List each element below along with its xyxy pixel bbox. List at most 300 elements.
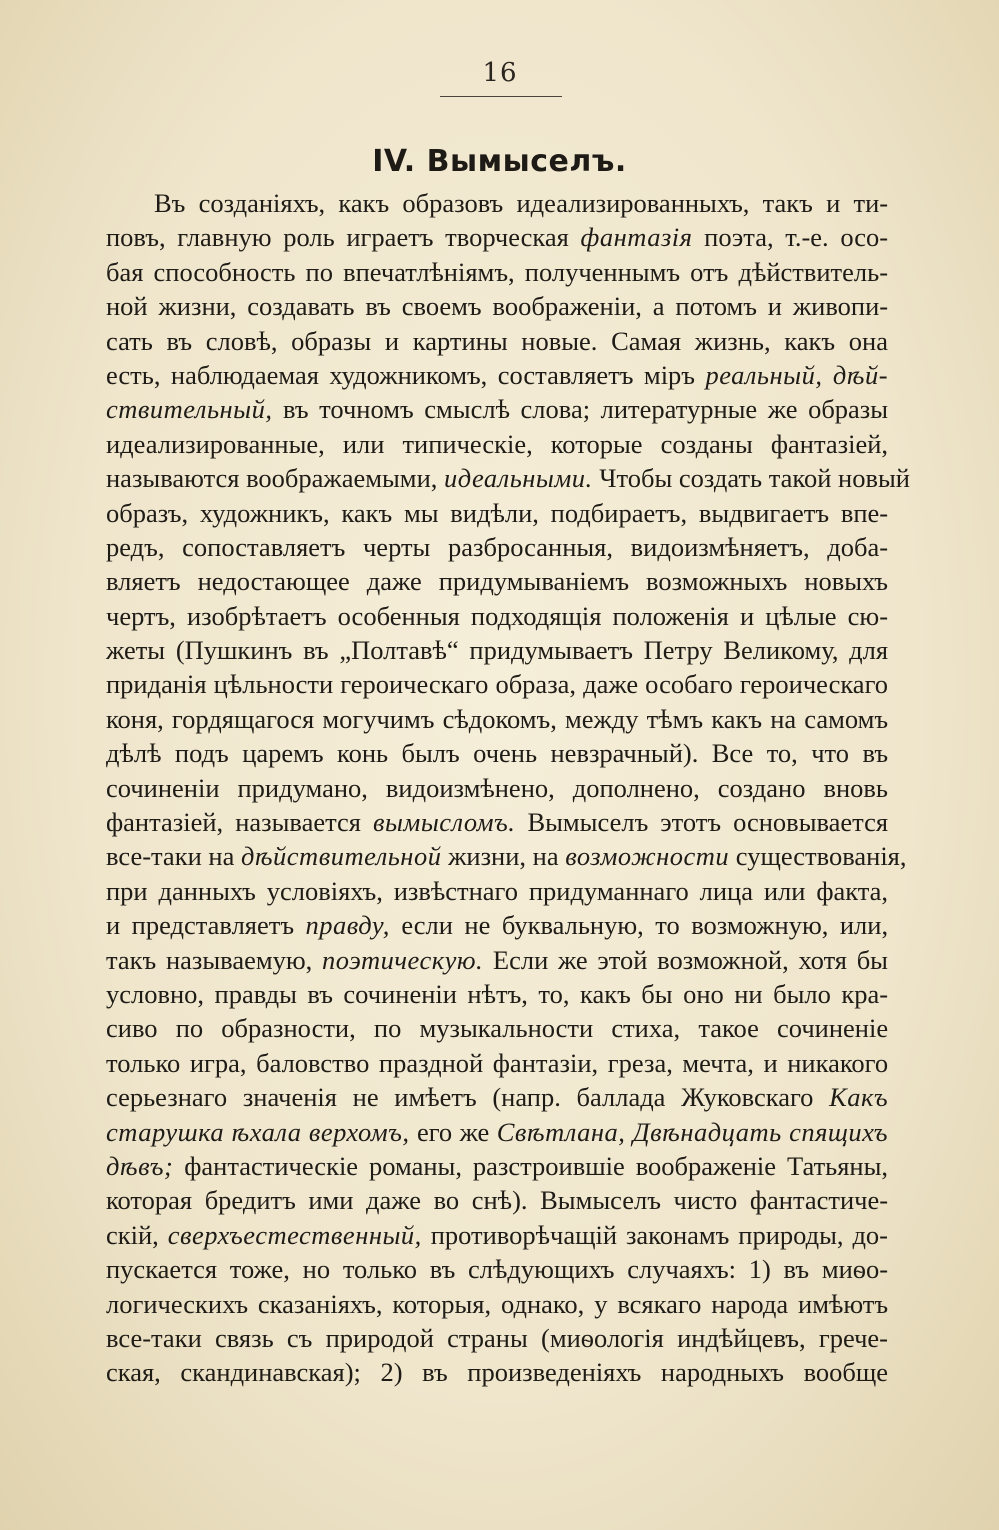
word: созданы — [660, 428, 753, 459]
word: разбросанныя, — [448, 531, 613, 562]
word: сиво — [106, 1013, 158, 1044]
italic-term: ѣхала — [231, 1116, 302, 1147]
text-line — [106, 1218, 888, 1252]
word: редъ, — [106, 531, 165, 562]
word: Жуковскаго — [681, 1082, 814, 1113]
word: же — [767, 394, 798, 425]
word: только — [342, 1254, 418, 1285]
word: въ — [862, 738, 889, 769]
word: скій, — [106, 1219, 159, 1250]
word: вновь — [823, 772, 888, 803]
word: конь — [337, 738, 389, 769]
word: сочиненіе — [777, 1013, 889, 1044]
word: особаго — [645, 669, 733, 700]
word: по — [305, 256, 333, 287]
word: снѣ). — [471, 1185, 528, 1216]
word: стиха, — [611, 1013, 681, 1044]
word: логическихъ — [106, 1288, 249, 1319]
italic-term: вымысломъ. — [372, 807, 516, 838]
word: живопи- — [792, 291, 889, 322]
word: у — [594, 1288, 608, 1319]
word: народа — [711, 1288, 789, 1319]
word: повъ, — [106, 222, 166, 253]
word: которая — [106, 1185, 193, 1216]
word: и — [767, 291, 782, 322]
word: до- — [852, 1219, 888, 1250]
word: Въ — [154, 188, 186, 218]
word: составляетъ — [497, 359, 634, 390]
word: то, — [766, 738, 798, 769]
word: могучимъ — [322, 703, 435, 734]
italic-term: ствительный, — [106, 394, 273, 425]
word: царемъ — [242, 738, 324, 769]
word: и — [384, 325, 400, 356]
italic-term: фантазія — [580, 222, 693, 253]
word: и — [826, 188, 841, 218]
word: потомъ — [675, 291, 757, 322]
word: воображеніе — [635, 1150, 777, 1181]
text-line — [106, 702, 888, 736]
word: мечта, — [682, 1047, 754, 1078]
word: страны — [447, 1322, 528, 1353]
text-line — [106, 496, 888, 530]
text-line — [106, 1080, 888, 1114]
word: главную — [177, 222, 272, 253]
chapter-title: IV. Вымыселъ. — [372, 144, 627, 179]
word: такъ — [106, 944, 157, 975]
word: Если — [492, 944, 549, 975]
word: фантастическіе — [184, 1150, 359, 1181]
word: даже — [583, 669, 639, 700]
word: приданія — [106, 669, 207, 700]
word: роль — [283, 222, 335, 253]
word: образы — [808, 394, 889, 425]
word: называются — [106, 463, 240, 494]
word: случаяхъ: — [627, 1254, 737, 1285]
word: только — [106, 1047, 181, 1078]
word: скандинавская); — [180, 1357, 361, 1388]
word: слова; — [520, 394, 591, 425]
word: особенныя — [337, 600, 460, 631]
italic-term: старушка — [106, 1116, 225, 1147]
word: фантастиче- — [749, 1185, 889, 1216]
word: литературные — [600, 394, 758, 425]
word: „Полтавѣ“ — [339, 635, 459, 666]
word: игра, — [189, 1047, 247, 1078]
word: играетъ — [346, 222, 434, 253]
word: пускается — [106, 1254, 218, 1285]
word: или — [763, 875, 806, 906]
word: придуманнаго — [528, 875, 689, 906]
word: т.-е. — [785, 222, 829, 253]
word: точномъ — [319, 394, 414, 425]
word: дополнено, — [572, 772, 700, 803]
word: мы — [403, 497, 439, 528]
word: способность — [153, 256, 296, 287]
word: которые — [550, 428, 643, 459]
word: основывается — [733, 807, 889, 838]
word: въ — [303, 635, 329, 666]
word: но — [302, 1254, 331, 1285]
text-line — [106, 1287, 888, 1321]
word: жизни, — [448, 841, 527, 872]
word: новый — [838, 463, 910, 494]
word: даже — [366, 566, 422, 597]
word: данныхъ — [158, 875, 256, 906]
word: въ — [365, 291, 391, 322]
word: образы — [291, 325, 372, 356]
word: сѣдокомъ, — [442, 703, 557, 734]
word: на — [208, 841, 235, 872]
word: по — [175, 1013, 204, 1044]
word: для — [849, 635, 889, 666]
word: на — [532, 841, 559, 872]
italic-term: дѣвъ; — [106, 1150, 174, 1181]
text-line — [106, 1321, 888, 1355]
word: какъ — [579, 978, 631, 1009]
word: лица — [699, 875, 753, 906]
word: идеализированные, — [106, 428, 325, 459]
word: отъ — [690, 256, 729, 287]
italic-term: возможности — [565, 841, 730, 872]
word: во — [433, 1185, 460, 1216]
word: чертъ, — [106, 600, 176, 631]
word: гордящагося — [171, 703, 315, 734]
word: самомъ — [804, 703, 889, 734]
word: впечатлѣніямъ, — [343, 256, 515, 287]
word: героическаго — [739, 669, 889, 700]
word: наблюдаемая — [170, 359, 319, 390]
word: созданіяхъ, — [198, 188, 326, 218]
italic-term: правду, — [305, 910, 390, 941]
word: сать — [106, 325, 153, 356]
word: міръ — [643, 359, 696, 390]
text-line — [106, 255, 888, 289]
word: условіяхъ, — [266, 875, 383, 906]
text-line — [106, 667, 888, 701]
text-line — [106, 461, 910, 495]
text-line — [106, 839, 907, 873]
word: воображеніи, — [492, 291, 642, 322]
word: Чтобы — [599, 463, 673, 494]
word: образности, — [221, 1013, 356, 1044]
text-line — [106, 1011, 888, 1045]
text-line — [106, 771, 888, 805]
text-line — [106, 977, 888, 1011]
word: бы — [641, 978, 673, 1009]
word: придумываетъ — [469, 635, 633, 666]
word: черты — [362, 531, 431, 562]
word: чисто — [673, 1185, 738, 1216]
word: придумываніемъ — [438, 566, 630, 597]
word: ская, — [106, 1357, 161, 1388]
word: оно — [683, 978, 724, 1009]
word: словѣ, — [205, 325, 278, 356]
word: недостающее — [197, 566, 350, 597]
word: возможную, — [691, 910, 829, 941]
word: смыслѣ — [424, 394, 510, 425]
text-line — [106, 358, 888, 392]
text-line — [106, 530, 888, 564]
word: дѣйствитель- — [738, 256, 889, 287]
word: слѣдующихъ — [468, 1254, 615, 1285]
text-line — [106, 427, 888, 461]
text-line — [106, 908, 888, 942]
word: же — [459, 1116, 490, 1147]
word: баллада — [576, 1082, 666, 1113]
word: Великому, — [723, 635, 839, 666]
word: противорѣчащій — [430, 1219, 618, 1250]
word: вообще — [803, 1357, 889, 1388]
word: представляетъ — [131, 910, 295, 941]
text-line — [106, 564, 888, 598]
word: 2) — [380, 1357, 403, 1388]
word: фантазіи, — [492, 1047, 599, 1078]
word: если — [401, 910, 453, 941]
word: кра- — [841, 978, 889, 1009]
italic-term: верхомъ, — [308, 1116, 410, 1147]
word: жизнь, — [694, 325, 771, 356]
text-line — [106, 220, 888, 254]
word: создавать — [247, 291, 355, 322]
word: при — [106, 875, 148, 906]
text-line — [106, 1046, 888, 1080]
word: ной — [106, 291, 148, 322]
word: подъ — [174, 738, 229, 769]
word: никакого — [787, 1047, 889, 1078]
word: героическаго — [340, 669, 489, 700]
text-line — [106, 943, 888, 977]
word: образа, — [495, 669, 577, 700]
word: сочиненіи — [343, 978, 457, 1009]
word: новыхъ — [804, 566, 889, 597]
word: а — [652, 291, 665, 322]
word: есть, — [106, 359, 161, 390]
word: такъ — [762, 188, 813, 218]
word: разстроившіе — [472, 1150, 625, 1181]
word: Самая — [611, 325, 682, 356]
word: бредитъ — [204, 1185, 296, 1216]
word: творческая — [445, 222, 569, 253]
word: сопоставляетъ — [182, 531, 346, 562]
text-line — [106, 186, 888, 220]
text-line — [106, 1149, 888, 1183]
word: жеты — [106, 635, 166, 666]
text-line — [106, 599, 888, 633]
word: природы, — [738, 1219, 844, 1250]
italic-term: реальный, — [705, 359, 823, 390]
word: извѣстнаго — [393, 875, 518, 906]
word: видѣли, — [450, 497, 539, 528]
word: сочиненіи — [106, 772, 220, 803]
word: этотъ — [660, 807, 722, 838]
word: тѣмъ — [646, 703, 704, 734]
italic-term: Какъ — [829, 1082, 889, 1113]
word: даже — [366, 1185, 422, 1216]
word: миѳо- — [821, 1254, 889, 1285]
word: дѣлѣ — [106, 738, 162, 769]
word: ни — [734, 978, 763, 1009]
word: же — [557, 944, 588, 975]
word: она — [848, 325, 888, 356]
word: было — [773, 978, 831, 1009]
word: имѣетъ — [394, 1082, 477, 1113]
word: его — [416, 1116, 453, 1147]
word: въ — [283, 394, 309, 425]
word: образъ, — [106, 497, 189, 528]
word: съ — [286, 1322, 313, 1353]
word: тоже, — [229, 1254, 290, 1285]
word: имѣютъ — [798, 1288, 889, 1319]
word: видоизмѣнено, — [385, 772, 555, 803]
word: создать — [678, 463, 763, 494]
word: Татьяны, — [786, 1150, 889, 1181]
text-line — [106, 1183, 888, 1217]
word: бы — [856, 944, 888, 975]
word: какъ — [711, 703, 763, 734]
word: 1) — [748, 1254, 771, 1285]
word: праздной — [378, 1047, 484, 1078]
word: картины — [412, 325, 508, 356]
italic-term: сверхъестественный, — [167, 1219, 422, 1250]
word: поэта, — [704, 222, 774, 253]
word: идеализированныхъ, — [516, 188, 750, 218]
word: нѣтъ, — [467, 978, 528, 1009]
word: въ — [307, 978, 333, 1009]
word: невзрачный). — [550, 738, 699, 769]
word: музыкальности — [419, 1013, 594, 1044]
word: въ — [422, 1357, 448, 1388]
word: полученнымъ — [524, 256, 681, 287]
word: Вымыселъ — [540, 1185, 661, 1216]
word: какъ — [784, 325, 836, 356]
word: и — [739, 600, 755, 631]
word: доба- — [827, 531, 889, 562]
italic-term: Свѣтлана, — [496, 1116, 626, 1147]
word: однако, — [500, 1288, 585, 1319]
italic-term: поэтическую. — [322, 944, 484, 975]
word: осо- — [840, 222, 889, 253]
italic-term: дѣйствительной — [240, 841, 442, 872]
word: этой — [597, 944, 648, 975]
word: жизни, — [158, 291, 237, 322]
page-number: 16 — [482, 58, 518, 88]
word: связь — [215, 1322, 274, 1353]
word: былъ — [401, 738, 460, 769]
word: на — [770, 703, 797, 734]
word: возможной, — [657, 944, 789, 975]
word: вляетъ — [106, 566, 181, 597]
word: все-таки — [106, 841, 202, 872]
word: не — [464, 910, 491, 941]
word: (напр. — [492, 1082, 561, 1113]
word: въ — [429, 1254, 456, 1285]
word: факта, — [816, 875, 889, 906]
word: то, — [538, 978, 570, 1009]
word: придумано, — [237, 772, 368, 803]
word: индѣйцевъ, — [677, 1322, 806, 1353]
body-text — [106, 186, 910, 1390]
word: произведеніяхъ — [467, 1357, 642, 1388]
word: фантазіей, — [770, 428, 889, 459]
text-line — [106, 736, 888, 770]
word: подходящія — [470, 600, 602, 631]
header-rule — [440, 96, 562, 97]
text-line — [106, 805, 888, 839]
word: значенія — [242, 1082, 337, 1113]
word: образовъ — [402, 188, 504, 218]
word: художникъ, — [199, 497, 330, 528]
word: такое — [698, 1013, 759, 1044]
word: художникомъ, — [329, 359, 488, 390]
word: существованія, — [735, 841, 907, 872]
word: баловство — [256, 1047, 370, 1078]
word: природой — [325, 1322, 434, 1353]
word: Петру — [643, 635, 713, 666]
word: типическіе, — [402, 428, 533, 459]
word: воображаемыми, — [246, 463, 438, 494]
word: цѣльности — [213, 669, 334, 700]
word: правды — [214, 978, 297, 1009]
word: (Пушкинъ — [175, 635, 293, 666]
word: греза, — [607, 1047, 673, 1078]
word: (миѳологія — [541, 1322, 664, 1353]
word: или, — [839, 910, 889, 941]
word: ти- — [853, 188, 889, 218]
word: называется — [235, 807, 361, 838]
word: и — [106, 910, 121, 941]
word: и — [763, 1047, 778, 1078]
word: видоизмѣняетъ, — [630, 531, 810, 562]
word: буквальную, — [501, 910, 644, 941]
text-line — [106, 324, 888, 358]
word: называемую, — [165, 944, 313, 975]
word: впе- — [840, 497, 889, 528]
text-line — [106, 874, 888, 908]
word: изобрѣтаетъ — [186, 600, 327, 631]
italic-term: Двѣнадцать — [632, 1116, 782, 1147]
text-line — [106, 1355, 888, 1389]
word: сказаніяхъ, — [257, 1288, 383, 1319]
text-line — [106, 289, 888, 323]
word: фантазіей, — [106, 807, 224, 838]
word: сю- — [847, 600, 889, 631]
text-line — [106, 1115, 888, 1149]
word: какъ — [341, 497, 393, 528]
word: законамъ — [625, 1219, 730, 1250]
word: народныхъ — [660, 1357, 784, 1388]
word: цѣлые — [765, 600, 837, 631]
word: бая — [106, 256, 144, 287]
word: условно, — [106, 978, 205, 1009]
text-line — [106, 1252, 888, 1286]
word: хотя — [798, 944, 847, 975]
word: серьезнаго — [106, 1082, 228, 1113]
word: подбираетъ, — [550, 497, 688, 528]
word: грече- — [818, 1322, 888, 1353]
italic-term: идеальными. — [444, 463, 593, 494]
word: романы, — [369, 1150, 462, 1181]
italic-term: спящихъ — [789, 1116, 889, 1147]
word: такой — [768, 463, 832, 494]
word: всякаго — [617, 1288, 702, 1319]
word: Все — [711, 738, 754, 769]
text-line — [106, 392, 888, 426]
word: какъ — [338, 188, 390, 218]
word: выдвигаетъ — [698, 497, 830, 528]
word: коня, — [106, 703, 164, 734]
word: или — [342, 428, 385, 459]
